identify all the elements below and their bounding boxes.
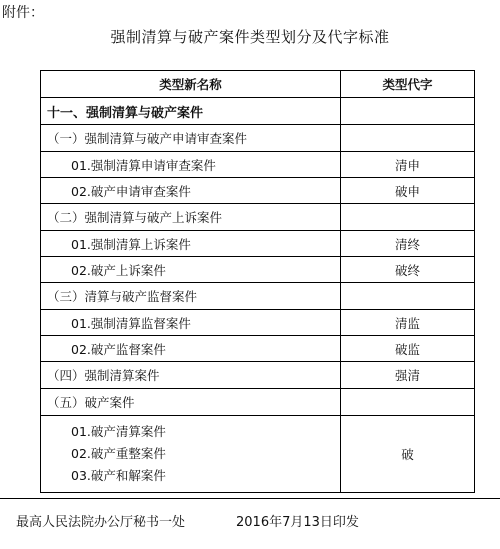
- category-name: （五）破产案件: [41, 389, 341, 416]
- section-title: 十一、强制清算与破产案件: [41, 98, 341, 125]
- header-code: 类型代字: [341, 71, 475, 98]
- document-title: 强制清算与破产案件类型划分及代字标准: [110, 28, 390, 46]
- category-row: [41, 125, 475, 152]
- table-row: [41, 416, 475, 493]
- case-type-code: 清终: [341, 231, 475, 257]
- case-type-code: 破: [341, 416, 475, 493]
- table-row: [41, 231, 475, 257]
- case-type-name: 02.破产上诉案件: [41, 257, 341, 283]
- case-type-code: 破终: [341, 257, 475, 283]
- case-type-name: 03.破产和解案件: [71, 468, 166, 483]
- category-name: （一）强制清算与破产申请审查案件: [41, 125, 341, 152]
- header-name: 类型新名称: [41, 71, 341, 98]
- case-type-code: 破监: [341, 336, 475, 362]
- footer-date: 2016年7月13日印发: [236, 515, 359, 530]
- category-row: [41, 283, 475, 310]
- table-row: [41, 336, 475, 362]
- table-header-row: [41, 71, 475, 98]
- category-name: （三）清算与破产监督案件: [41, 283, 341, 310]
- category-row: [41, 204, 475, 231]
- section-code-cell: [341, 98, 475, 125]
- category-code: 强清: [341, 362, 475, 389]
- case-type-name: 02.破产重整案件: [71, 446, 166, 461]
- category-name: （二）强制清算与破产上诉案件: [41, 204, 341, 231]
- table-row: [41, 152, 475, 178]
- case-type-code: 清申: [341, 152, 475, 178]
- category-code-cell: [341, 125, 475, 152]
- footer-divider: [0, 498, 500, 499]
- category-code-cell: [341, 204, 475, 231]
- footer-issuer: 最高人民法院办公厅秘书一处: [16, 515, 186, 530]
- case-type-name: 01.强制清算监督案件: [41, 310, 341, 336]
- case-type-list: [41, 416, 341, 493]
- table-row: [41, 178, 475, 204]
- category-row: [41, 362, 475, 389]
- category-name: （四）强制清算案件: [41, 362, 341, 389]
- case-type-name: 02.破产监督案件: [41, 336, 341, 362]
- case-type-name: 01.强制清算上诉案件: [41, 231, 341, 257]
- case-type-table: [40, 70, 475, 493]
- case-type-code: 清监: [341, 310, 475, 336]
- category-code-cell: [341, 389, 475, 416]
- case-type-name: 01.破产清算案件: [71, 424, 166, 439]
- attachment-label: 附件：: [2, 5, 44, 21]
- section-row: [41, 98, 475, 125]
- category-row: [41, 389, 475, 416]
- case-type-name: 01.强制清算申请审查案件: [41, 152, 341, 178]
- category-code-cell: [341, 283, 475, 310]
- table-row: [41, 257, 475, 283]
- case-type-name: 02.破产申请审查案件: [41, 178, 341, 204]
- case-type-code: 破申: [341, 178, 475, 204]
- table-row: [41, 310, 475, 336]
